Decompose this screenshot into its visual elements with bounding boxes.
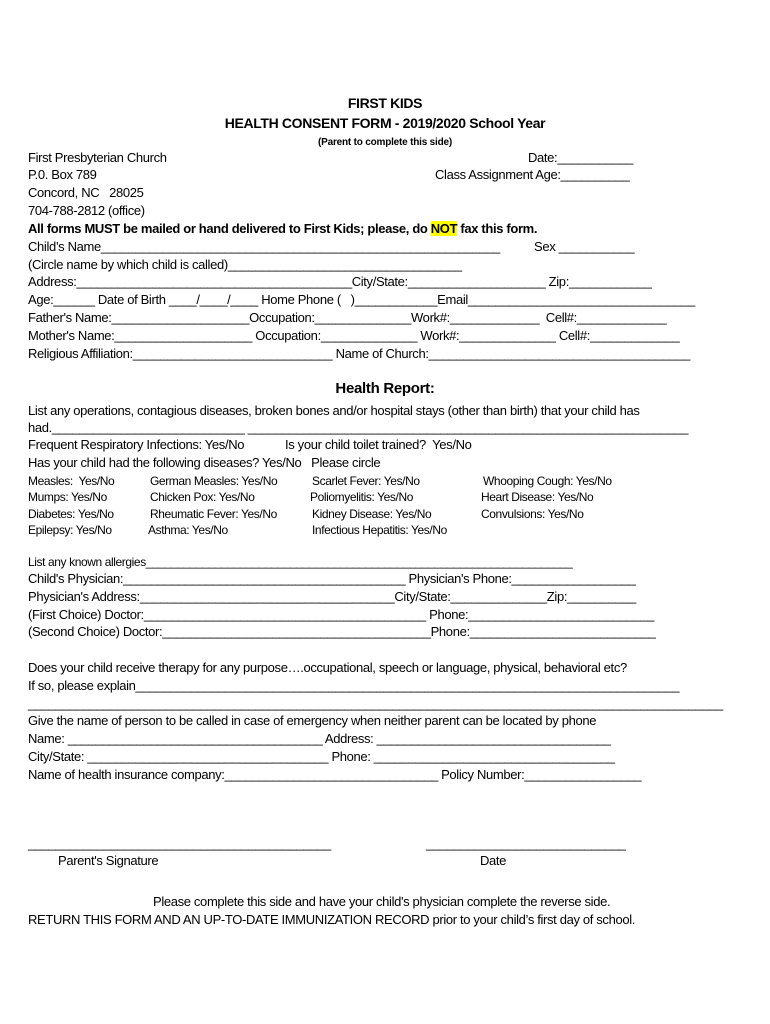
health-report-heading: Health Report: bbox=[335, 380, 435, 397]
disease-item: Diabetes: Yes/No bbox=[28, 507, 114, 521]
date-signature-line: _____________________________ bbox=[426, 836, 626, 851]
date-signature-label: Date bbox=[480, 853, 507, 868]
disease-item: Kidney Disease: Yes/No bbox=[312, 507, 432, 521]
address-line-2: P.0. Box 789 bbox=[28, 167, 97, 182]
footer-return-notice: RETURN THIS FORM AND AN UP-TO-DATE IMMUNIZATION RECORD prior to your child’s first day of school. bbox=[28, 912, 636, 927]
second-choice-doctor-field: (Second Choice) Doctor:_______________________________________Phone:___________________________ bbox=[28, 624, 656, 639]
date-field: Date:___________ bbox=[528, 150, 634, 165]
therapy-explain-field: If so, please explain_______________________________________________________________________________ bbox=[28, 678, 680, 693]
form-note: (Parent to complete this side) bbox=[317, 137, 453, 148]
disease-item: Measles: Yes/No bbox=[28, 474, 115, 488]
disease-item: Poliomyelitis: Yes/No bbox=[310, 490, 413, 504]
diseases-question: Has your child had the following diseases? Yes/No Please circle bbox=[28, 455, 381, 470]
parent-signature-label: Parent's Signature bbox=[58, 853, 159, 868]
address-line-1: First Presbyterian Church bbox=[28, 150, 167, 165]
father-field: Father's Name:____________________Occupation:______________Work#:_____________ Cell#:_____________ bbox=[28, 310, 667, 325]
religious-affiliation-field: Religious Affiliation:_____________________________ Name of Church:______________________________________ bbox=[28, 346, 691, 361]
first-choice-doctor-field: (First Choice) Doctor:_________________________________________ Phone:___________________________ bbox=[28, 607, 655, 622]
parent-signature-line: ____________________________________________ bbox=[28, 836, 331, 851]
form-title: FIRST KIDS bbox=[347, 95, 423, 111]
childs-physician-field: Child's Physician:_________________________________________ Physician's Phone:__________________ bbox=[28, 571, 636, 586]
form-subtitle: HEALTH CONSENT FORM - 2019/2020 School Year bbox=[224, 115, 546, 131]
disease-item: Epilepsy: Yes/No bbox=[28, 523, 112, 537]
therapy-question: Does your child receive therapy for any purpose….occupational, speech or language, physical, behavioral etc? bbox=[28, 660, 627, 675]
disease-item: Mumps: Yes/No bbox=[28, 490, 107, 504]
notice-text-after: fax this form. bbox=[457, 221, 538, 236]
therapy-extra-line: _____________________________________________________________________________________________________ bbox=[28, 696, 723, 711]
insurance-field: Name of health insurance company:_______________________________ Policy Number:_________________ bbox=[28, 767, 642, 782]
disease-item: Asthma: Yes/No bbox=[148, 523, 228, 537]
childs-name-field: Child’s Name__________________________________________________________ bbox=[28, 239, 500, 254]
class-assignment-field: Class Assignment Age:__________ bbox=[435, 167, 630, 182]
disease-item: Rheumatic Fever: Yes/No bbox=[150, 507, 277, 521]
operations-answer-line: had.____________________________ ________________________________________________________________ bbox=[28, 420, 689, 435]
circle-name-field: (Circle name by which child is called)__________________________________ bbox=[28, 257, 462, 272]
footer-instruction: Please complete this side and have your child's physician complete the reverse side. bbox=[153, 894, 611, 909]
disease-item: Convulsions: Yes/No bbox=[481, 507, 584, 521]
disease-item: Whooping Cough: Yes/No bbox=[483, 474, 612, 488]
allergies-field: List any known allergies____________________________________________________________________ bbox=[28, 555, 573, 569]
mother-field: Mother's Name:____________________ Occupation:______________ Work#:______________ Cell#:_____________ bbox=[28, 328, 680, 343]
emergency-city-field: City/State: ___________________________________ Phone: ___________________________________ bbox=[28, 749, 615, 764]
respiratory-question: Frequent Respiratory Infections: Yes/No bbox=[28, 437, 245, 452]
notice-highlight: NOT bbox=[430, 221, 458, 236]
emergency-prompt: Give the name of person to be called in case of emergency when neither parent can be located by phone bbox=[28, 713, 597, 728]
disease-item: Heart Disease: Yes/No bbox=[481, 490, 594, 504]
mailing-notice bbox=[28, 221, 537, 237]
operations-question: List any operations, contagious diseases, broken bones and/or hospital stays (other than birth) that your child has bbox=[28, 403, 640, 418]
disease-item: Chicken Pox: Yes/No bbox=[150, 490, 255, 504]
toilet-trained-question: Is your child toilet trained? Yes/No bbox=[285, 437, 472, 452]
address-line-4: 704-788-2812 (office) bbox=[28, 203, 145, 218]
address-field: Address:________________________________________City/State:____________________ Zip:____________ bbox=[28, 274, 652, 289]
emergency-name-field: Name: _____________________________________ Address: __________________________________ bbox=[28, 731, 611, 746]
disease-item: Infectious Hepatitis: Yes/No bbox=[312, 523, 447, 537]
address-line-3: Concord, NC 28025 bbox=[28, 185, 144, 200]
notice-text-before: All forms MUST be mailed or hand delivered to First Kids; please, do bbox=[28, 221, 431, 236]
age-dob-phone-email-field: Age:______ Date of Birth ____/____/____ Home Phone ( )____________Email_________________________________ bbox=[28, 292, 695, 307]
disease-item: Scarlet Fever: Yes/No bbox=[312, 474, 420, 488]
disease-item: German Measles: Yes/No bbox=[150, 474, 278, 488]
sex-field: Sex ___________ bbox=[534, 239, 635, 254]
physician-address-field: Physician's Address:_____________________________________City/State:______________Zip:__________ bbox=[28, 589, 636, 604]
